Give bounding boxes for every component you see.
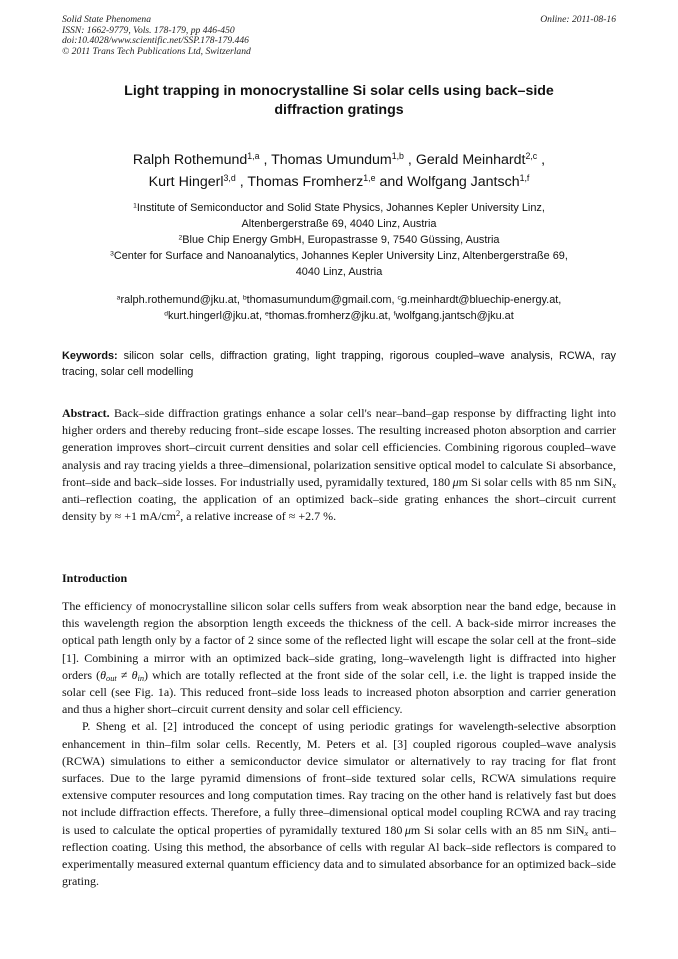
email-link[interactable]: g.meinhardt@bluechip-energy.at,	[400, 294, 562, 306]
author-name: Kurt Hingerl	[148, 173, 224, 190]
author-conjunction: and	[379, 173, 404, 190]
email-link[interactable]: thomasumundum@gmail.com,	[246, 294, 395, 306]
mu-symbol: μ	[452, 474, 459, 489]
author-sup: 1,a	[247, 151, 260, 162]
keywords	[62, 349, 616, 380]
affiliation-1	[62, 200, 616, 216]
email-sup: b	[242, 294, 247, 302]
introduction-heading: Introduction	[62, 571, 128, 585]
title-line-2: diffraction gratings	[274, 102, 404, 118]
author-sup: 2,c	[525, 151, 538, 162]
email-link[interactable]: wolfgang.jantsch@jku.at	[395, 310, 514, 322]
subscript-x: x	[612, 480, 617, 490]
author-sup: 1,e	[363, 172, 376, 183]
abstract-text: m Si solar cells with 85 nm SiN	[458, 474, 613, 489]
author-separator: ,	[263, 152, 268, 168]
author-line-1	[62, 150, 616, 172]
affiliation-sup: 2	[178, 234, 183, 242]
journal-header	[62, 15, 616, 57]
author-sup: 1,b	[391, 151, 404, 162]
email-line-1	[62, 292, 616, 308]
title-line-1: Light trapping in monocrystalline Si solar cells using back–side	[124, 83, 554, 99]
author-emails	[62, 292, 616, 324]
author-list	[62, 150, 616, 193]
email-line-2	[62, 308, 616, 324]
affiliation-3-cont: 4040 Linz, Austria	[295, 266, 383, 278]
keywords-text: silicon solar cells, diffraction grating, light trapping, rigorous coupled–wave analysis, RCWA, ray tracing, solar cell modelling	[62, 350, 616, 378]
intro-text: anti–reflection coating. Using this method, the absorbance of cells with regular Al back–side reflectors is compared to experimentally measured external quantum efficiency data and to simulated absorbance for an optimized back–side grating.	[62, 822, 617, 889]
author-separator: ,	[407, 152, 412, 168]
affiliation-text: Center for Surface and Nanoanalytics, Johannes Kepler University Linz, Altenbergerstraße 69,	[113, 250, 568, 262]
intro-paragraph-1	[62, 598, 616, 718]
author-sup: 1,f	[519, 172, 530, 183]
author-name: Thomas Fromherz	[247, 173, 364, 190]
affiliation-text: Blue Chip Energy GmbH, Europastrasse 9, 7540 Güssing, Austria	[182, 234, 500, 246]
email-sup: e	[265, 310, 269, 318]
abstract-text: , a relative increase of ≈ +2.7 %.	[180, 509, 337, 524]
theta-symbol: θ	[100, 667, 107, 682]
affiliation-text: Institute of Semiconductor and Solid State Physics, Johannes Kepler University Linz,	[136, 202, 545, 214]
intro-text: ) which are totally reflected at the front side of the solar cell, i.e. the light is trapped inside the solar cell (see Fig. 1a). This reduced front–side loss leads to increased photon absorption and carrier generation and thus a higher short–circuit current density and solar cell efficiency.	[62, 667, 617, 717]
issn-line: ISSN: 1662-9779, Vols. 178-179, pp 446-450	[62, 24, 235, 36]
email-link[interactable]: thomas.fromherz@jku.at,	[268, 310, 391, 322]
abstract	[62, 405, 616, 525]
email-sup: f	[393, 310, 396, 318]
copyright-line: © 2011 Trans Tech Publications Ltd, Switzerland	[62, 45, 251, 57]
subscript-in: in	[137, 673, 145, 683]
paper-title	[62, 82, 616, 120]
author-separator: ,	[239, 173, 244, 190]
email-link[interactable]: ralph.rothemund@jku.at,	[120, 294, 240, 306]
mu-symbol: μ	[404, 822, 411, 837]
subscript-x: x	[584, 828, 589, 838]
affiliation-3	[62, 248, 616, 264]
author-line-2	[62, 172, 616, 194]
email-sup: d	[164, 310, 168, 318]
affiliation-1-cont: Altenbergerstraße 69, 4040 Linz, Austria	[241, 218, 437, 230]
affiliation-sup: 3	[110, 250, 114, 258]
online-date: Online: 2011-08-16	[540, 14, 616, 25]
affiliation-2	[62, 232, 616, 248]
abstract-label: Abstract.	[62, 406, 110, 420]
affiliation-sup: 1	[133, 202, 137, 210]
email-sup: a	[116, 294, 121, 302]
author-separator: ,	[541, 152, 546, 168]
subscript-out: out	[106, 673, 117, 683]
intro-text: The efficiency of monocrystalline silicon solar cells suffers from weak absorption near the band edge, because in this wavelength region the absorption length exceeds the thickness of the cell. A back-side mirror increases the optical path length only by a factor of 2 since some of the reflected light will escape the solar cell at the front–side [1]. Combining a mirror with an optimized back–side grating, long–wavelength light is diffracted into higher orders (	[62, 599, 616, 682]
author-name: Gerald Meinhardt	[415, 152, 526, 168]
neq-symbol: ≠	[120, 667, 128, 682]
abstract-text: anti–reflection coating, the application of an optimized back–side grating enhances the short–circuit current density by ≈ +1 mA/cm	[62, 492, 616, 524]
affiliations	[62, 200, 616, 280]
author-name: Thomas Umundum	[271, 152, 392, 168]
email-sup: c	[397, 294, 401, 302]
introduction-body	[62, 598, 616, 890]
abstract-text: Back–side diffraction gratings enhance a solar cell's near–band–gap response by diffracting light into higher orders and thereby reducing front–side escape losses. The resulting increased photon absorption and carrier generation improves short–circuit current densities and solar cell efficiencies. Combining rigorous coupled–wave analysis and ray tracing yields a three–dimensional, polarization sensitive optical model to calculate Si absorbance, front–side and back–side losses. For industrially used, pyramidally textured, 180	[62, 406, 616, 489]
author-name: Ralph Rothemund	[132, 152, 248, 168]
superscript-2: 2	[176, 509, 181, 519]
doi-line: doi:10.4028/www.scientific.net/SSP.178-179.446	[62, 35, 249, 47]
intro-text: P. Sheng et al. [2] introduced the concept of using periodic gratings for wavelength-selective absorption enhancement in thin–film solar cells. Recently, M. Peters et al. [3] coupled rigorous coupled–wave analysis (RCWA) simulations to either a semiconductor device simulator or alternatively to ray tracing for flat front surfaces. Due to the large pyramid dimensions of front–side textured solar cells, RCWA simulations require extensive computer resources and long computation times. Ray tracing on the other hand is relatively fast but does not include diffraction effects. Therefore, a fully three–dimensional optical model coupling RCWA and ray tracing is used to calculate the optical properties of pyramidally textured 180	[62, 719, 616, 837]
email-link[interactable]: kurt.hingerl@jku.at,	[168, 310, 262, 322]
journal-name: Solid State Phenomena	[62, 14, 151, 25]
intro-paragraph-2	[62, 718, 616, 890]
author-name: Wolfgang Jantsch	[407, 173, 520, 190]
theta-symbol: θ	[131, 667, 138, 682]
intro-text: m Si solar cells with an 85 nm SiN	[410, 822, 585, 837]
keywords-label: Keywords:	[62, 350, 118, 362]
author-sup: 3,d	[223, 172, 236, 183]
